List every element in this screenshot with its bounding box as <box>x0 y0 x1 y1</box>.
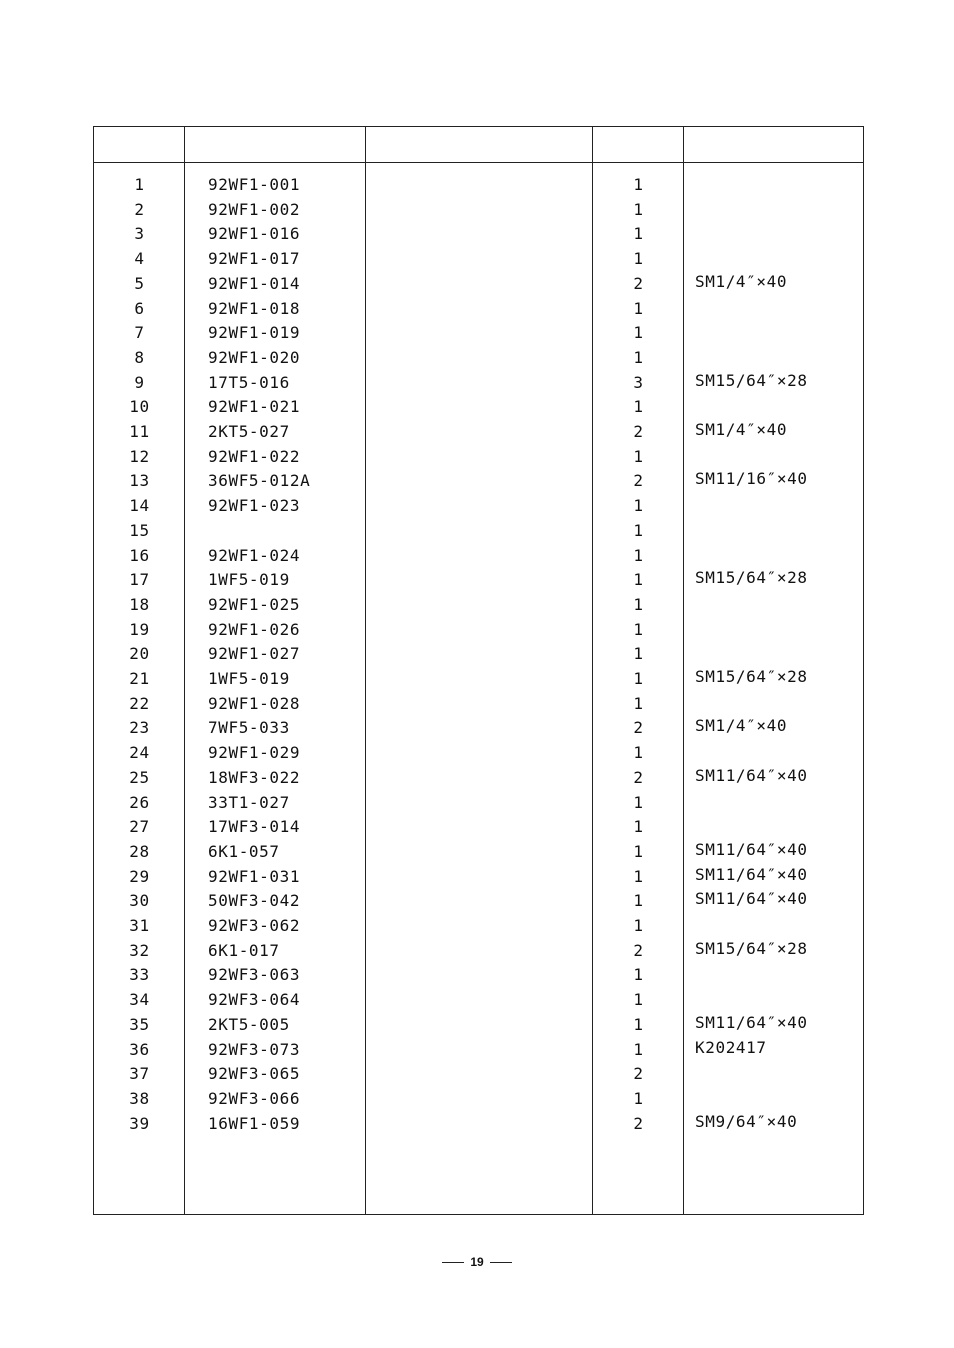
table-row <box>94 1062 865 1086</box>
table-row <box>94 544 865 568</box>
quantity: 1 <box>633 520 644 540</box>
item-number: 21 <box>129 669 150 688</box>
part-number: 18WF3-022 <box>208 767 301 787</box>
item-number: 23 <box>129 718 150 738</box>
part-number: 16WF1-059 <box>208 1113 301 1133</box>
quantity: 1 <box>633 669 644 688</box>
quantity: 2 <box>633 471 644 491</box>
table-row <box>94 791 865 815</box>
table-row <box>94 766 865 790</box>
quantity: 1 <box>633 916 644 935</box>
part-number: 92WF1-014 <box>208 273 301 293</box>
table-row <box>94 395 865 419</box>
quantity: 2 <box>633 422 644 441</box>
part-number: 6K1-017 <box>208 940 280 960</box>
quantity: 1 <box>633 817 644 837</box>
part-number: 92WF3-065 <box>208 1064 301 1084</box>
item-number: 6 <box>134 298 145 318</box>
part-number: 92WF1-023 <box>208 496 301 516</box>
remark: SM15/64″×28 <box>695 370 808 390</box>
quantity: 1 <box>633 965 644 985</box>
quantity: 2 <box>633 1064 644 1084</box>
part-number: 92WF1-019 <box>208 323 301 343</box>
quantity: 2 <box>633 940 644 960</box>
quantity: 3 <box>633 372 644 392</box>
item-number: 2 <box>134 199 145 219</box>
remark: SM1/4″×40 <box>695 271 788 291</box>
part-number: 1WF5-019 <box>208 669 290 688</box>
table-row <box>94 222 865 246</box>
part-number: 50WF3-042 <box>208 891 301 911</box>
table-row <box>94 988 865 1012</box>
quantity: 1 <box>633 1088 644 1108</box>
quantity: 1 <box>633 891 644 911</box>
table-row <box>94 173 865 197</box>
quantity: 1 <box>633 594 644 614</box>
part-number: 92WF1-021 <box>208 397 301 417</box>
item-number: 1 <box>134 175 145 194</box>
item-number: 32 <box>129 940 150 960</box>
remark: SM1/4″×40 <box>695 716 788 736</box>
quantity: 1 <box>633 224 644 244</box>
part-number: 92WF1-002 <box>208 199 301 219</box>
part-number: 92WF1-022 <box>208 446 301 466</box>
part-number: 92WF3-062 <box>208 916 301 935</box>
remark: SM9/64″×40 <box>695 1111 798 1131</box>
quantity: 1 <box>633 446 644 466</box>
table-row <box>94 593 865 617</box>
quantity: 1 <box>633 644 644 664</box>
item-number: 19 <box>129 619 150 639</box>
header-divider <box>94 162 863 163</box>
table-row <box>94 568 865 592</box>
part-number: 2KT5-005 <box>208 1014 290 1034</box>
item-number: 20 <box>129 644 150 664</box>
quantity: 1 <box>633 1014 644 1034</box>
table-row <box>94 1087 865 1111</box>
part-number: 92WF1-031 <box>208 866 301 886</box>
table-row <box>94 469 865 493</box>
quantity: 2 <box>633 1113 644 1133</box>
item-number: 16 <box>129 545 150 565</box>
table-row <box>94 963 865 987</box>
page-footer <box>0 1255 954 1269</box>
table-row <box>94 1112 865 1136</box>
quantity: 1 <box>633 693 644 713</box>
quantity: 1 <box>633 249 644 269</box>
table-row <box>94 815 865 839</box>
table-row <box>94 741 865 765</box>
item-number: 3 <box>134 224 145 244</box>
table-row <box>94 519 865 543</box>
quantity: 1 <box>633 397 644 417</box>
table-row <box>94 297 865 321</box>
part-number: 92WF1-028 <box>208 693 301 713</box>
table-row <box>94 716 865 740</box>
item-number: 14 <box>129 496 150 516</box>
table-row <box>94 840 865 864</box>
item-number: 13 <box>129 471 150 491</box>
part-number: 92WF1-016 <box>208 224 301 244</box>
part-number: 92WF1-026 <box>208 619 301 639</box>
remark: SM15/64″×28 <box>695 667 808 686</box>
table-row <box>94 642 865 666</box>
item-number: 36 <box>129 1039 150 1059</box>
quantity: 1 <box>633 990 644 1010</box>
remark: SM11/64″×40 <box>695 1012 808 1032</box>
page-number: 19 <box>470 1255 484 1269</box>
item-number: 29 <box>129 866 150 886</box>
part-number: 1WF5-019 <box>208 570 290 590</box>
remark: SM11/64″×40 <box>695 839 808 859</box>
table-row <box>94 198 865 222</box>
quantity: 1 <box>633 175 644 194</box>
item-number: 37 <box>129 1064 150 1084</box>
part-number: 92WF1-027 <box>208 644 301 664</box>
item-number: 38 <box>129 1088 150 1108</box>
quantity: 1 <box>633 545 644 565</box>
table-row <box>94 272 865 296</box>
table-row <box>94 1013 865 1037</box>
quantity: 1 <box>633 619 644 639</box>
item-number: 11 <box>129 422 150 441</box>
item-number: 25 <box>129 767 150 787</box>
item-number: 28 <box>129 841 150 861</box>
item-number: 7 <box>134 323 145 343</box>
remark: SM15/64″×28 <box>695 568 808 588</box>
quantity: 1 <box>633 199 644 219</box>
item-number: 35 <box>129 1014 150 1034</box>
item-number: 26 <box>129 792 150 812</box>
part-number: 7WF5-033 <box>208 718 290 738</box>
table-row <box>94 494 865 518</box>
table-row <box>94 346 865 370</box>
table-row <box>94 865 865 889</box>
part-number: 17WF3-014 <box>208 817 301 837</box>
remark: SM11/64″×40 <box>695 864 808 884</box>
part-number: 33T1-027 <box>208 792 290 812</box>
quantity: 2 <box>633 718 644 738</box>
table-row <box>94 939 865 963</box>
part-number: 6K1-057 <box>208 841 280 861</box>
item-number: 24 <box>129 743 150 763</box>
item-number: 10 <box>129 397 150 417</box>
table-row <box>94 420 865 444</box>
part-number: 17T5-016 <box>208 372 290 392</box>
table-row <box>94 692 865 716</box>
part-number: 92WF3-064 <box>208 990 301 1010</box>
part-number: 92WF3-066 <box>208 1088 301 1108</box>
item-number: 4 <box>134 249 145 269</box>
remark: SM11/16″×40 <box>695 469 808 489</box>
parts-table <box>93 126 864 1215</box>
remark: K202417 <box>695 1037 767 1057</box>
quantity: 1 <box>633 570 644 590</box>
item-number: 34 <box>129 990 150 1010</box>
part-number: 92WF1-029 <box>208 743 301 763</box>
quantity: 1 <box>633 866 644 886</box>
item-number: 5 <box>134 273 145 293</box>
table-row <box>94 247 865 271</box>
item-number: 22 <box>129 693 150 713</box>
part-number: 92WF1-018 <box>208 298 301 318</box>
remark: SM1/4″×40 <box>695 420 788 439</box>
part-number: 92WF1-025 <box>208 594 301 614</box>
item-number: 30 <box>129 891 150 911</box>
part-number: 92WF3-063 <box>208 965 301 985</box>
remark: SM11/64″×40 <box>695 765 808 785</box>
part-number: 92WF1-024 <box>208 545 301 565</box>
quantity: 1 <box>633 841 644 861</box>
item-number: 39 <box>129 1113 150 1133</box>
table-row <box>94 618 865 642</box>
part-number: 92WF1-001 <box>208 175 301 194</box>
table-row <box>94 914 865 938</box>
remark: SM11/64″×40 <box>695 889 808 909</box>
quantity: 2 <box>633 273 644 293</box>
footer-dash-right <box>490 1262 512 1263</box>
part-number: 2KT5-027 <box>208 422 290 441</box>
item-number: 12 <box>129 446 150 466</box>
quantity: 1 <box>633 496 644 516</box>
table-row <box>94 889 865 913</box>
table-row <box>94 445 865 469</box>
quantity: 1 <box>633 347 644 367</box>
part-number: 92WF1-017 <box>208 249 301 269</box>
quantity: 1 <box>633 792 644 812</box>
item-number: 31 <box>129 916 150 935</box>
part-number: 92WF3-073 <box>208 1039 301 1059</box>
quantity: 1 <box>633 1039 644 1059</box>
quantity: 1 <box>633 743 644 763</box>
table-row <box>94 1038 865 1062</box>
remark: SM15/64″×28 <box>695 938 808 958</box>
table-row <box>94 321 865 345</box>
item-number: 18 <box>129 594 150 614</box>
quantity: 1 <box>633 323 644 343</box>
item-number: 8 <box>134 347 145 367</box>
quantity: 1 <box>633 298 644 318</box>
quantity: 2 <box>633 767 644 787</box>
item-number: 17 <box>129 570 150 590</box>
item-number: 33 <box>129 965 150 985</box>
item-number: 15 <box>129 520 150 540</box>
part-number: 36WF5-012A <box>208 471 311 491</box>
item-number: 27 <box>129 817 150 837</box>
table-row <box>94 667 865 691</box>
item-number: 9 <box>134 372 145 392</box>
footer-dash-left <box>442 1262 464 1263</box>
table-row <box>94 371 865 395</box>
part-number: 92WF1-020 <box>208 347 301 367</box>
